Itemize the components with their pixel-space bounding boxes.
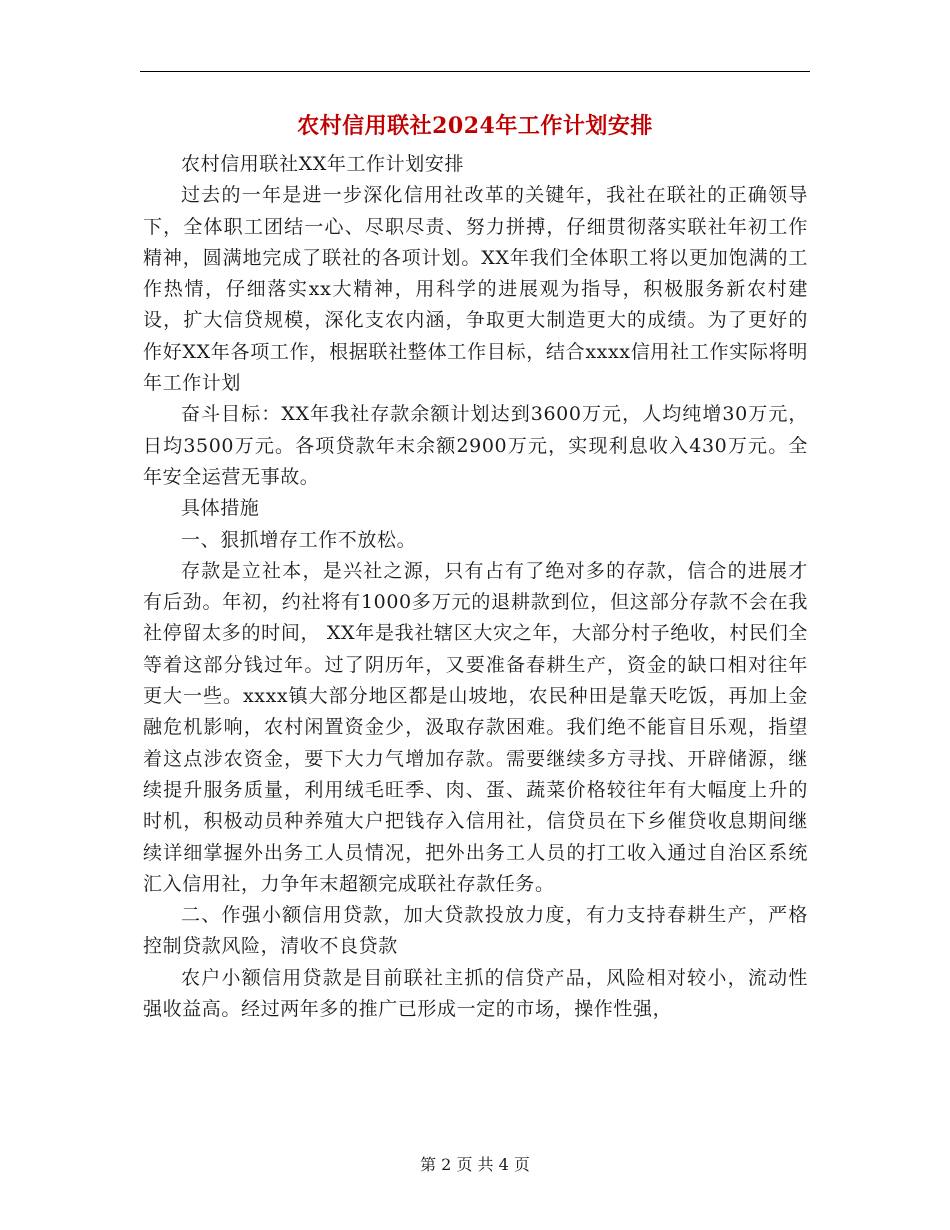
goals-paragraph: 奋斗目标：XX年我社存款余额计划达到3600万元，人均纯增30万元，日均3500万元。各项贷款年末余额2900万元，实现利息收入430万元。全年安全运营无事故。 [143, 403, 808, 488]
intro-paragraph: 过去的一年是进一步深化信用社改革的关键年，我社在联社的正确领导下，全体职工团结一心、尽职尽责、努力拼搏，仔细贯彻落实联社年初工作精神，圆满地完成了联社的各项计划。XX年我们全体职工将以更加饱满的工作热情，仔细落实xx大精神，用科学的进展观为指导，积极服务新农村建设，扩大信贷规模，深化支农内涵，争取更大制造更大的成绩。为了更好的作好XX年各项工作，根据联社整体工作目标，结合xxxx信用社工作实际将明年工作计划 [143, 184, 808, 395]
page-footer [0, 1153, 950, 1177]
section-two-heading: 二、作强小额信用贷款，加大贷款投放力度，有力支持春耕生产，严格控制贷款风险，清收不良贷款 [143, 904, 808, 958]
page-number: 第 2 页 共 4 页 [420, 1155, 530, 1174]
subtitle-paragraph: 农村信用联社XX年工作计划安排 [181, 153, 465, 175]
section-one-heading: 一、狠抓增存工作不放松。 [181, 528, 417, 551]
document-title: 农村信用联社2024年工作计划安排 [297, 113, 653, 139]
deposits-paragraph: 存款是立社本，是兴社之源，只有占有了绝对多的存款，信合的进展才有后劲。年初，约社将有1000多万元的退耕款到位，但这部分存款不会在我社停留太多的时间， XX年是我社辖区大灾之年，大部分村子绝收，村民们全等着这部分钱过年。过了阴历年，又要准备春耕生产，资金的缺口相对往年更大一些。xxxx镇大部分地区都是山坡地，农民种田是靠天吃饭，再加上金融危机影响，农村闲置资金少，汲取存款困难。我们绝不能盲目乐观，指望着这点涉农资金，要下大力气增加存款。需要继续多方寻找、开辟储源，继续提升服务质量，利用绒毛旺季、肉、蛋、蔬菜价格较往年有大幅度上升的时机，积极动员种养殖大户把钱存入信用社，信贷员在下乡催贷收息期间继续详细掌握外出务工人员情况，把外出务工人员的打工收入通过自治区系统汇入信用社，力争年末超额完成联社存款任务。 [143, 559, 808, 895]
measures-heading: 具体措施 [181, 497, 260, 520]
header-rule [140, 71, 810, 72]
microcredit-paragraph: 农户小额信用贷款是目前联社主抓的信贷产品，风险相对较小，流动性强收益高。经过两年多的推广已形成一定的市场，操作性强， [143, 966, 808, 1021]
document-body [143, 149, 808, 1025]
